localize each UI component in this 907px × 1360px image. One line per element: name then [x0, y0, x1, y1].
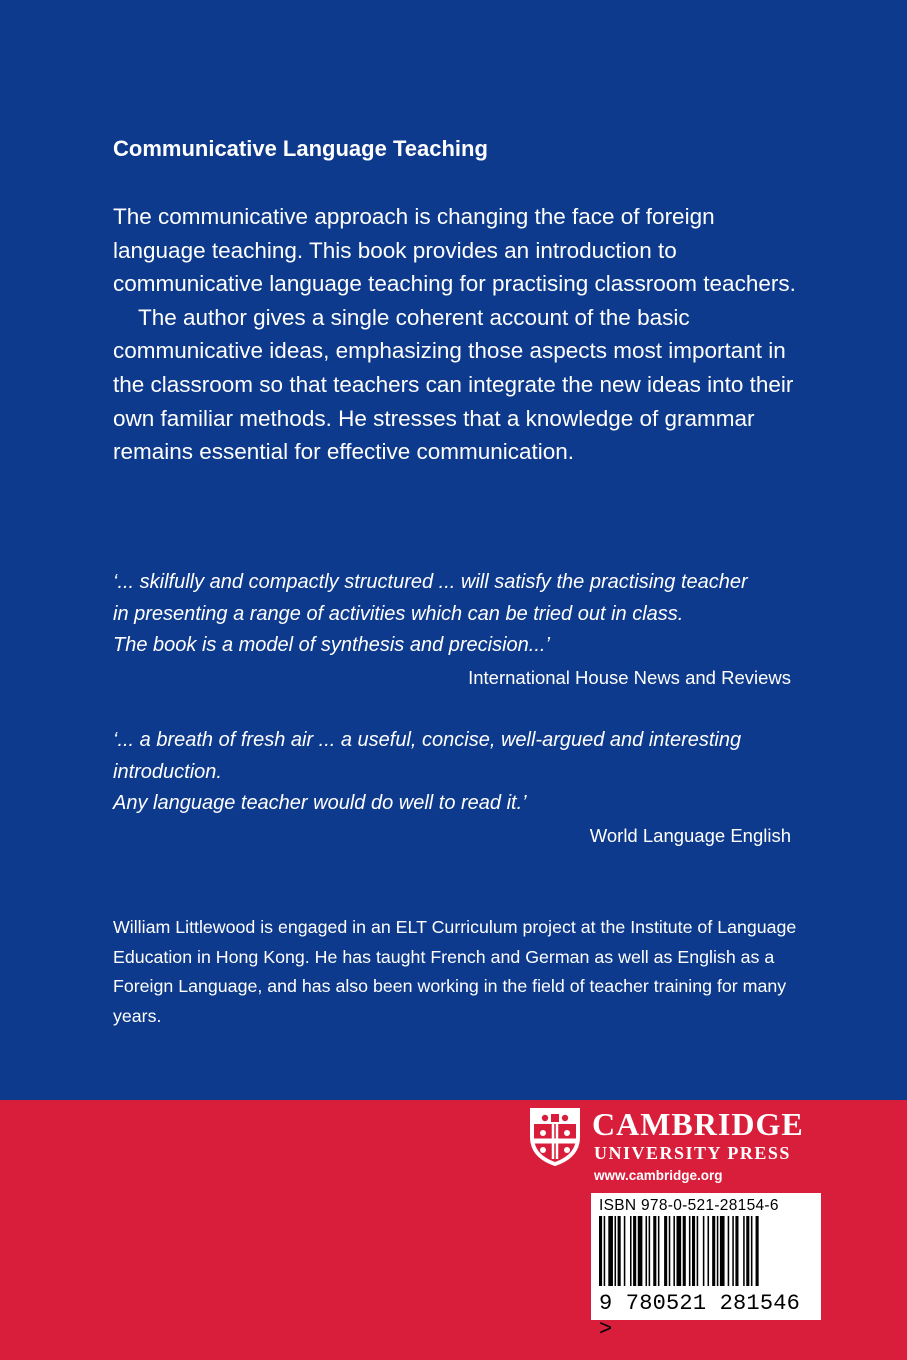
- barcode-bar: [658, 1216, 660, 1286]
- review-quote-1: [113, 567, 813, 662]
- barcode-bar: [728, 1216, 730, 1286]
- book-blurb: [113, 200, 803, 469]
- barcode-bar: [646, 1216, 648, 1286]
- barcode-bar: [624, 1216, 626, 1286]
- barcode-bar: [717, 1216, 719, 1286]
- review-1-source: International House News and Reviews: [468, 667, 791, 688]
- barcode-bar: [618, 1216, 621, 1286]
- barcode-bar: [677, 1216, 682, 1286]
- barcode-bar: [720, 1216, 725, 1286]
- review-2-source: World Language English: [589, 825, 791, 846]
- barcode-bar: [708, 1216, 710, 1286]
- review-2-line-3: Any language teacher would do well to read it.’: [113, 792, 527, 814]
- barcode-bar: [673, 1216, 675, 1286]
- barcode-bar: [615, 1216, 617, 1286]
- barcode-bar: [638, 1216, 643, 1286]
- barcode-bar: [712, 1216, 715, 1286]
- blurb-paragraph-2: The author gives a single coherent account of the basic communicative ideas, emphasizing those aspects most important in the classroom so that teachers can integrate the new ideas into their own familiar methods. He stresses that a knowledge of grammar remains essential for effective communication.: [113, 304, 794, 465]
- author-bio: William Littlewood is engaged in an ELT Curriculum project at the Institute of Language Education in Hong Kong. He has taught French and German as well as English as a Foreign Language, and has also been working in the field of teacher training for many years.: [113, 917, 797, 1026]
- barcode-bar: [743, 1216, 745, 1286]
- barcode-bar: [751, 1216, 753, 1286]
- barcode-bar: [649, 1216, 651, 1286]
- review-2-line-2: introduction.: [113, 760, 222, 783]
- barcode-panel: [591, 1193, 821, 1342]
- barcode-bar: [692, 1216, 695, 1286]
- blurb-paragraph-1: The communicative approach is changing the face of foreign language teaching. This book provides an introduction to communicative language teaching for practising classroom teachers.: [113, 204, 796, 297]
- barcode-bar: [689, 1216, 691, 1286]
- barcode-bar: [608, 1216, 613, 1286]
- barcode-digits: 9 780521 281546 >: [599, 1291, 801, 1342]
- review-1-line-3: The book is a model of synthesis and precision...’: [113, 634, 550, 656]
- barcode-bar: [746, 1216, 749, 1286]
- isbn-label: ISBN 978-0-521-28154-6: [599, 1197, 779, 1214]
- publisher-url: www.cambridge.org: [594, 1168, 723, 1183]
- barcode-bar: [683, 1216, 686, 1286]
- publisher-subtitle: UNIVERSITY PRESS: [594, 1143, 791, 1163]
- barcode-bar: [703, 1216, 705, 1286]
- barcode-bar: [664, 1216, 667, 1286]
- barcode-bar: [630, 1216, 632, 1286]
- barcode-bar: [669, 1216, 671, 1286]
- barcode-bar: [735, 1216, 738, 1286]
- book-title: Communicative Language Teaching: [113, 136, 488, 161]
- review-1-line-1: ‘... skilfully and compactly structured ... will satisfy the practising teacher: [113, 571, 748, 593]
- barcode-bar: [697, 1216, 699, 1286]
- review-2-line-1: ‘... a breath of fresh air ... a useful, concise, well-argued and interesting: [113, 729, 742, 751]
- barcode-bar: [653, 1216, 656, 1286]
- barcode-bars: [599, 1216, 813, 1286]
- cambridge-shield-icon: [529, 1107, 581, 1167]
- barcode-bar: [756, 1216, 759, 1286]
- review-quote-2: [113, 725, 813, 820]
- publisher-name: CAMBRIDGE: [592, 1106, 804, 1142]
- barcode-bar: [604, 1216, 606, 1286]
- barcode-bar: [633, 1216, 636, 1286]
- barcode-bar: [599, 1216, 602, 1286]
- barcode-bar: [732, 1216, 734, 1286]
- review-1-line-2: in presenting a range of activities which can be tried out in class.: [113, 602, 684, 625]
